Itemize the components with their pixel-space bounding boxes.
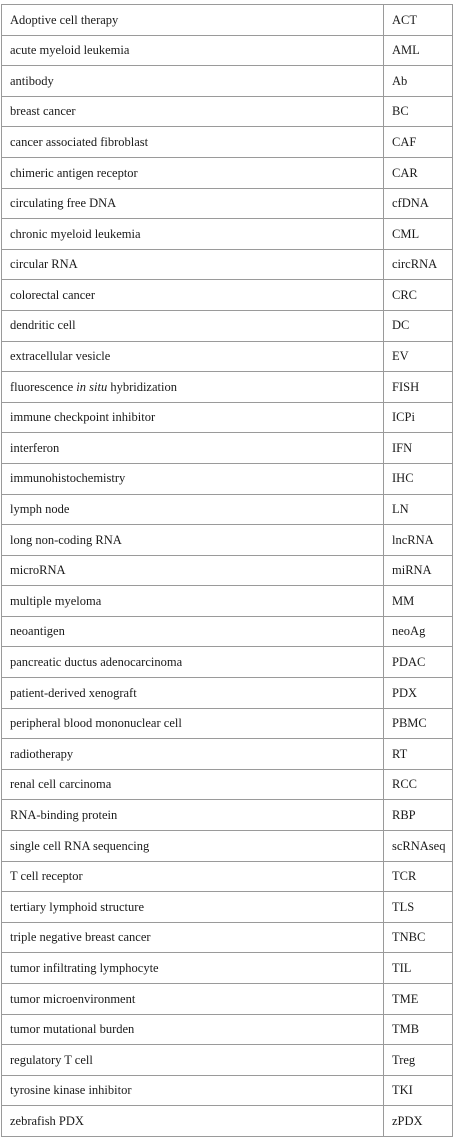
abbreviation-cell: ICPi [384,402,453,433]
term-cell: RNA-binding protein [2,800,384,831]
term-cell: single cell RNA sequencing [2,831,384,862]
term-italic-part: in situ [76,379,108,394]
table-row [2,800,453,831]
term-cell: interferon [2,433,384,464]
term-cell: circular RNA [2,249,384,280]
table-row [2,1045,453,1076]
abbreviation-cell: TKI [384,1075,453,1106]
term-cell: tumor microenvironment [2,984,384,1015]
term-cell: neoantigen [2,616,384,647]
abbreviation-cell: IHC [384,463,453,494]
table-row [2,1075,453,1106]
abbreviation-cell: PDX [384,678,453,709]
table-row [2,984,453,1015]
abbreviation-cell: lncRNA [384,525,453,556]
term-cell: peripheral blood mononuclear cell [2,708,384,739]
term-cell: circulating free DNA [2,188,384,219]
term-cell: immunohistochemistry [2,463,384,494]
table-row [2,861,453,892]
abbreviation-cell: CAR [384,157,453,188]
table-row [2,127,453,158]
term-cell: multiple myeloma [2,586,384,617]
abbreviation-cell: FISH [384,372,453,403]
term-cell: radiotherapy [2,739,384,770]
abbreviation-cell: EV [384,341,453,372]
table-row [2,1014,453,1045]
abbreviation-cell: TIL [384,953,453,984]
abbreviation-cell: miRNA [384,555,453,586]
table-row [2,647,453,678]
term-cell: extracellular vesicle [2,341,384,372]
table-row [2,739,453,770]
abbreviation-cell: IFN [384,433,453,464]
table-row [2,463,453,494]
abbreviation-cell: PBMC [384,708,453,739]
term-cell: zebrafish PDX [2,1106,384,1137]
abbreviation-cell: CRC [384,280,453,311]
term-cell: triple negative breast cancer [2,922,384,953]
abbreviation-cell: MM [384,586,453,617]
table-row [2,188,453,219]
term-cell: colorectal cancer [2,280,384,311]
term-cell: breast cancer [2,96,384,127]
abbreviation-cell: circRNA [384,249,453,280]
term-part: hybridization [107,379,177,394]
abbreviation-cell: CAF [384,127,453,158]
term-cell: tumor mutational burden [2,1014,384,1045]
term-cell: T cell receptor [2,861,384,892]
abbreviation-table [1,4,453,1137]
table-row [2,586,453,617]
abbreviation-cell: Ab [384,66,453,97]
table-row [2,35,453,66]
abbreviation-cell: cfDNA [384,188,453,219]
table-row [2,96,453,127]
term-cell: chronic myeloid leukemia [2,219,384,250]
table-row [2,616,453,647]
term-part: fluorescence [10,379,77,394]
term-cell: Adoptive cell therapy [2,5,384,36]
abbreviation-cell: DC [384,310,453,341]
abbreviation-table-body [2,5,453,1137]
term-cell: antibody [2,66,384,97]
table-row [2,433,453,464]
table-row [2,219,453,250]
abbreviation-cell: PDAC [384,647,453,678]
abbreviation-cell: RCC [384,769,453,800]
term-cell: microRNA [2,555,384,586]
term-cell: acute myeloid leukemia [2,35,384,66]
abbreviation-cell: TLS [384,892,453,923]
table-row [2,341,453,372]
term-cell: tyrosine kinase inhibitor [2,1075,384,1106]
term-cell: long non-coding RNA [2,525,384,556]
table-row [2,1106,453,1137]
table-row [2,708,453,739]
term-cell: immune checkpoint inhibitor [2,402,384,433]
abbreviation-cell: AML [384,35,453,66]
term-cell: chimeric antigen receptor [2,157,384,188]
table-row [2,769,453,800]
abbreviation-cell: TMB [384,1014,453,1045]
abbreviation-cell: TNBC [384,922,453,953]
term-cell: patient-derived xenograft [2,678,384,709]
abbreviation-cell: BC [384,96,453,127]
abbreviation-cell: CML [384,219,453,250]
table-row [2,953,453,984]
term-cell [2,372,384,403]
table-row [2,157,453,188]
term-cell: cancer associated fibroblast [2,127,384,158]
term-cell: tertiary lymphoid structure [2,892,384,923]
table-row [2,892,453,923]
abbreviation-cell: LN [384,494,453,525]
abbreviation-cell: RT [384,739,453,770]
term-cell: pancreatic ductus adenocarcinoma [2,647,384,678]
table-row [2,525,453,556]
table-row [2,66,453,97]
table-row [2,372,453,403]
table-row [2,555,453,586]
abbreviation-cell: TME [384,984,453,1015]
term-cell: dendritic cell [2,310,384,341]
table-row [2,5,453,36]
abbreviation-cell: ACT [384,5,453,36]
abbreviation-cell: zPDX [384,1106,453,1137]
table-row [2,310,453,341]
term-cell: lymph node [2,494,384,525]
term-cell: renal cell carcinoma [2,769,384,800]
abbreviation-cell: TCR [384,861,453,892]
table-row [2,249,453,280]
table-row [2,678,453,709]
table-row [2,402,453,433]
abbreviation-cell: neoAg [384,616,453,647]
table-row [2,922,453,953]
term-cell: regulatory T cell [2,1045,384,1076]
table-row [2,494,453,525]
table-row [2,831,453,862]
abbreviation-cell: RBP [384,800,453,831]
abbreviation-cell: scRNAseq [384,831,453,862]
term-cell: tumor infiltrating lymphocyte [2,953,384,984]
abbreviation-cell: Treg [384,1045,453,1076]
table-row [2,280,453,311]
